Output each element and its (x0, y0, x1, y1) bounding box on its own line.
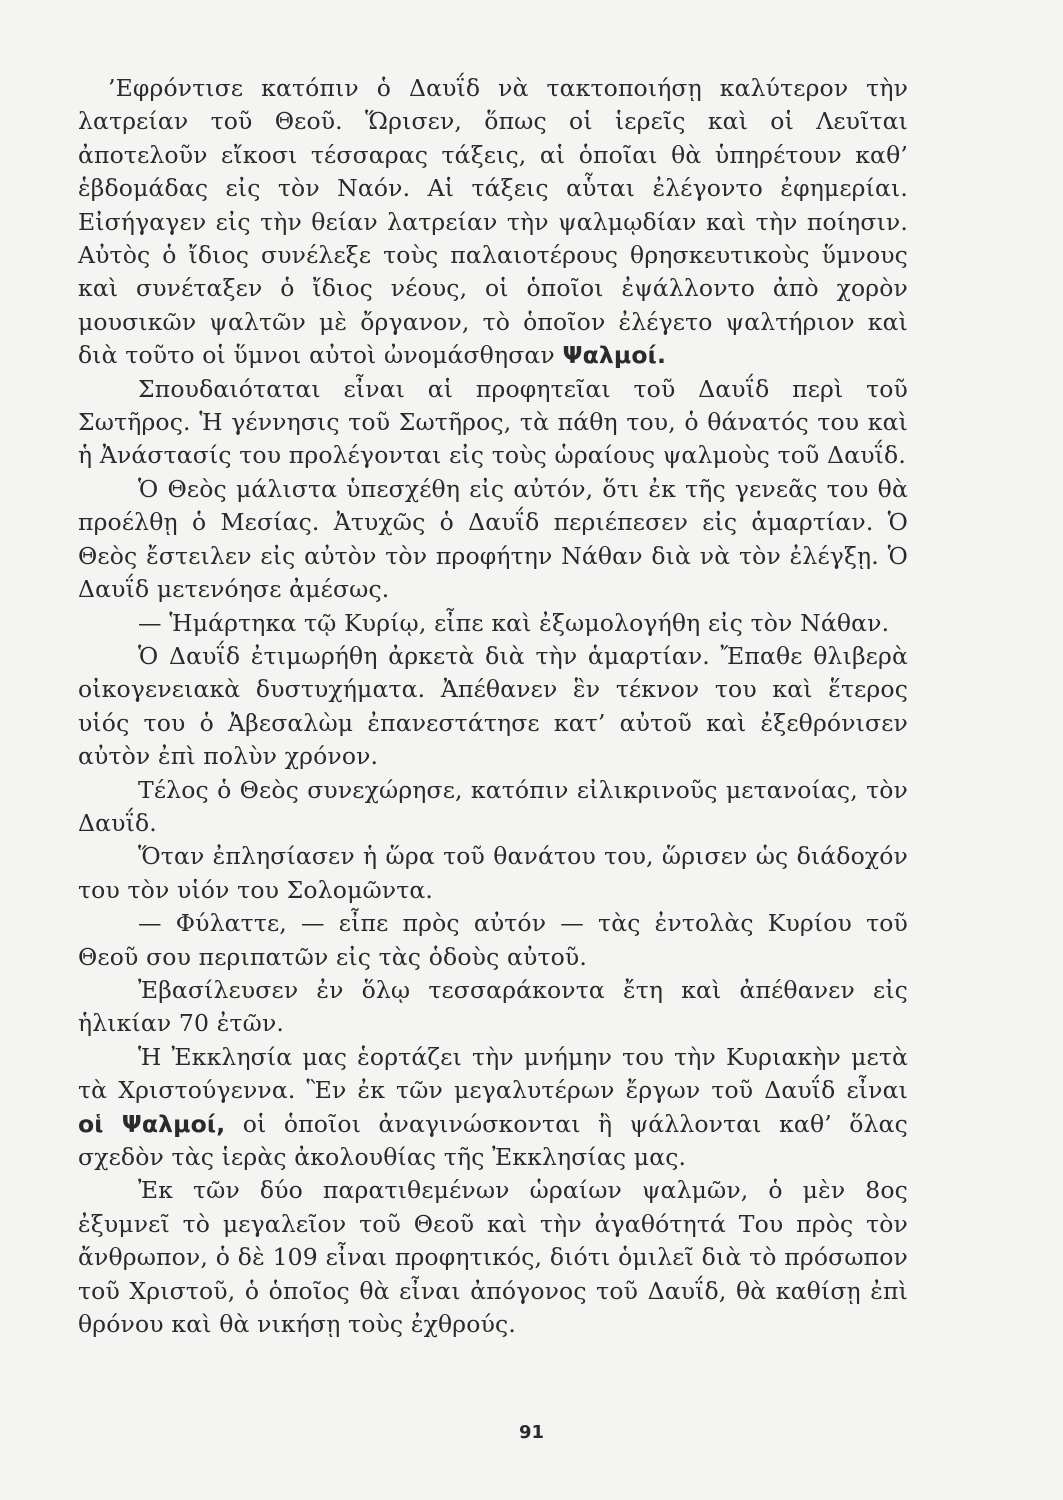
paragraph-commandment: — Φύλαττε, — εἶπε πρὸς αὐτόν — τὰς ἐντολὰς Κυρίου τοῦ Θεοῦ σου περιπατῶν εἰς τὰς ὁδοὺς αὐτοῦ. (78, 909, 908, 971)
paragraph-feast: Ἡ Ἐκκλησία μας ἑορτάζει τὴν μνήμην του τὴν Κυριακὴν μετὰ τὰ Χριστούγεννα. Ἓν ἐκ τῶν μεγαλυτέρων ἔργων τοῦ Δαυΐδ εἶναι οἱ Ψαλμοί, οἱ ὁποῖοι ἀναγινώσκονται ἢ ψάλλονται καθ’ ὅλας σχεδὸν τὰς ἱερὰς ἀκολουθίας τῆς Ἐκκλησίας μας. (78, 1042, 908, 1171)
paragraph-worship: ’Εφρόντισε κατόπιν ὁ Δαυΐδ νὰ τακτοποιήσῃ καλύτερον τὴν λατρείαν τοῦ Θεοῦ. Ὥρισεν, ὅπως οἱ ἱερεῖς καὶ οἱ Λευῖται ἀποτελοῦν εἴκοσι τέσσαρας τάξεις, αἱ ὁποῖαι θὰ ὑπηρέτουν καθ’ ἑβδομάδας εἰς τὸν Ναόν. Αἱ τάξεις αὗται ἐλέγοντο ἐφημερίαι. Εἰσήγαγεν εἰς τὴν θείαν λατρείαν τὴν ψαλμῳδίαν καὶ τὴν ποίησιν. Αὐτὸς ὁ ἴδιος συνέλεξε τοὺς παλαιοτέρους θρησκευτικοὺς ὕμνους καὶ συνέταξεν ὁ ἴδιος νέους, οἱ ὁποῖοι ἐψάλλοντο ἀπὸ χορὸν μουσικῶν ψαλτῶν μὲ ὄργανον, τὸ ὁποῖον ἐλέγετο ψαλτήριον καὶ διὰ τοῦτο οἱ ὕμνοι αὐτοὶ ὠνομάσθησαν Ψαλμοί. (78, 74, 908, 370)
paragraph-prophecies: Σπουδαιόταται εἶναι αἱ προφητεῖαι τοῦ Δαυΐδ περὶ τοῦ Σωτῆρος. Ἡ γέννησις τοῦ Σωτῆρος, τὰ πάθη του, ὁ θάνατός του καὶ ἡ Ἀνάστασίς του προλέγονται εἰς τοὺς ὡραίους ψαλμοὺς τοῦ Δαυΐδ. (78, 374, 908, 470)
bold-psalms: Ψαλμοί. (562, 341, 667, 370)
paragraph-reign: Ἐβασίλευσεν ἐν ὅλῳ τεσσαράκοντα ἔτη καὶ ἀπέθανεν εἰς ἡλικίαν 70 ἐτῶν. (78, 975, 908, 1038)
bold-the-psalms: οἱ Ψαλμοί, (78, 1109, 226, 1138)
paragraph-messiah: Ὁ Θεὸς μάλιστα ὑπεσχέθη εἰς αὐτόν, ὅτι ἐκ τῆς γενεᾶς του θὰ προέλθῃ ὁ Μεσίας. Ἀτυχῶς ὁ Δαυΐδ περιέπεσεν εἰς ἁμαρτίαν. Ὁ Θεὸς ἔστειλεν εἰς αὐτὸν τὸν προφήτην Νάθαν διὰ νὰ τὸν ἐλέγξῃ. Ὁ Δαυΐδ μετενόησε ἀμέσως. (78, 474, 908, 604)
paragraph-confession: — Ἡμάρτηκα τῷ Κυρίῳ, εἶπε καὶ ἐξωμολογήθη εἰς τὸν Νάθαν. (138, 608, 890, 637)
page-number: 91 (518, 1422, 545, 1443)
paragraph-forgiveness: Τέλος ὁ Θεὸς συνεχώρησε, κατόπιν εἰλικρινοῦς μετανοίας, τὸν Δαυΐδ. (78, 775, 908, 837)
paragraph-punishment: Ὁ Δαυΐδ ἐτιμωρήθη ἀρκετὰ διὰ τὴν ἁμαρτίαν. Ἔπαθε θλιβερὰ οἰκογενειακὰ δυστυχήματα. Ἀπέθανεν ἓν τέκνον του καὶ ἕτερος υἱός του ὁ Ἀβεσαλὼμ ἐπανεστάτησε κατ’ αὐτοῦ καὶ ἐξεθρόνισεν αὐτὸν ἐπὶ πολὺν χρόνον. (78, 641, 908, 771)
paragraph-successor: Ὅταν ἐπλησίασεν ἡ ὥρα τοῦ θανάτου του, ὥρισεν ὡς διάδοχόν του τὸν υἱόν του Σολομῶντα. (78, 842, 908, 904)
paragraph-two-psalms: Ἐκ τῶν δύο παρατιθεμένων ὡραίων ψαλμῶν, ὁ μὲν 8ος ἐξυμνεῖ τὸ μεγαλεῖον τοῦ Θεοῦ καὶ τὴν ἀγαθότητά Του πρὸς τὸν ἄνθρωπον, ὁ δὲ 109 εἶναι προφητικός, διότι ὁμιλεῖ διὰ τὸ πρόσωπον τοῦ Χριστοῦ, ὁ ὁποῖος θὰ εἶναι ἀπόγονος τοῦ Δαυΐδ, θὰ καθίσῃ ἐπὶ θρόνου καὶ θὰ νικήσῃ τοὺς ἐχθρούς. (78, 1176, 908, 1339)
page-body (78, 72, 908, 1341)
